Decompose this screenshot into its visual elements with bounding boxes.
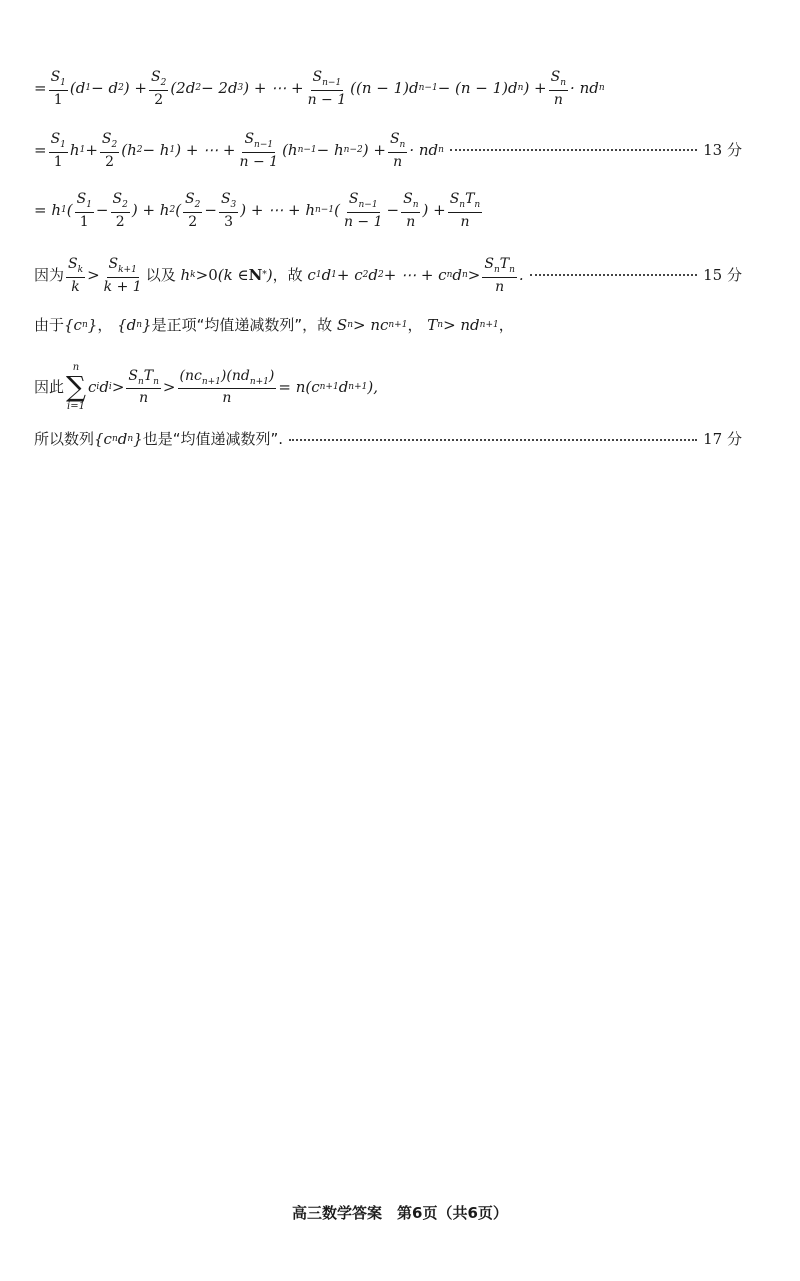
text-segment: ， xyxy=(407,316,423,334)
equation-expression: = $\frac{S_1}{1}$ h 1 + $\frac{S_2}{2}$ (h 2 − h 1 ) + ⋯ + $\frac{S_{n-1}}{n - 1}$ (h n−1 − h n−2 ) + $\frac{S_n}{n}$ · nd n xyxy=(34,131,444,170)
equation-line-5 xyxy=(34,318,742,333)
conclusion-expression: c 1 d 1 + c 2 d 2 + ⋯ + c n d n > $\frac{S_nT_n}{n}$ . xyxy=(302,256,524,295)
equation-expression: = h 1 ( $\frac{S_1}{1}$ − $\frac{S_2}{2}$ ) + h 2 ( $\frac{S_2}{2}$ − $\frac{S_3}{3}$ ) + ⋯ + h n−1 ( $\frac{S_{n-1}}{n - 1}$ − $\frac{S_n}{n}$ ) + $\frac{S_nT_n}{n}$ xyxy=(34,191,481,230)
text-segment: 由于 xyxy=(34,316,65,334)
text-prefix: 因为 xyxy=(34,265,65,284)
inequality-t: T n > nd n+1 xyxy=(422,316,499,334)
equation-line-1 xyxy=(34,70,742,107)
text-suffix: 也是“均值递减数列”. xyxy=(142,430,284,448)
sequence-d: {d n } xyxy=(112,316,152,334)
score-label: 13 分 xyxy=(703,140,742,159)
equation-line-3 xyxy=(34,192,742,229)
equation-line-2 xyxy=(34,132,742,169)
sequence-cd: {c n d n } xyxy=(94,430,143,448)
score-label: 17 分 xyxy=(703,430,742,448)
inequality-s: S n > nc n+1 xyxy=(332,316,408,334)
summation-expression: n ∑ i=1 c i d i > $\frac{S_nT_n}{n}$ > $\frac{(nc_{n+1})(nd_{n+1})}{n}$ = n(c n+1 d n+1 ), xyxy=(66,362,378,412)
leader-dots xyxy=(289,439,697,441)
condition-expression: h k > 0 (k ∈ N * ) xyxy=(175,265,273,284)
equation-line-4 xyxy=(34,257,742,294)
inequality-expression: $\frac{S_k}{k}$ > $\frac{S_{k+1}}{k + 1}$ xyxy=(68,256,142,295)
text-segment: ， xyxy=(97,316,113,334)
text-connector: 以及 xyxy=(145,265,176,284)
text-segment: ， xyxy=(498,316,514,334)
text-prefix: 因此 xyxy=(34,377,65,396)
text-prefix: 所以数列 xyxy=(34,430,95,448)
equation-expression: = $\frac{S_1}{1}$ (d 1 − d 2 ) + $\frac{S_2}{2}$ (2d 2 − 2d 3 ) + ⋯ + $\frac{S_{n-1}}{n - 1}$ ((n − 1)d n−1 − (n − 1)d n ) + $\frac{S_n}{n}$ · nd n xyxy=(34,69,605,108)
sequence-c: {c n } xyxy=(64,316,98,334)
text-connector: ，故 xyxy=(272,265,303,284)
leader-dots xyxy=(450,149,697,151)
equation-line-7 xyxy=(34,432,742,447)
equation-line-6 xyxy=(34,362,742,412)
page-footer: 高三数学答案 第6页（共6页） xyxy=(292,1204,508,1222)
leader-dots xyxy=(530,274,697,276)
text-segment: 是正项“均值递减数列”，故 xyxy=(151,316,333,334)
score-label: 15 分 xyxy=(703,265,742,284)
